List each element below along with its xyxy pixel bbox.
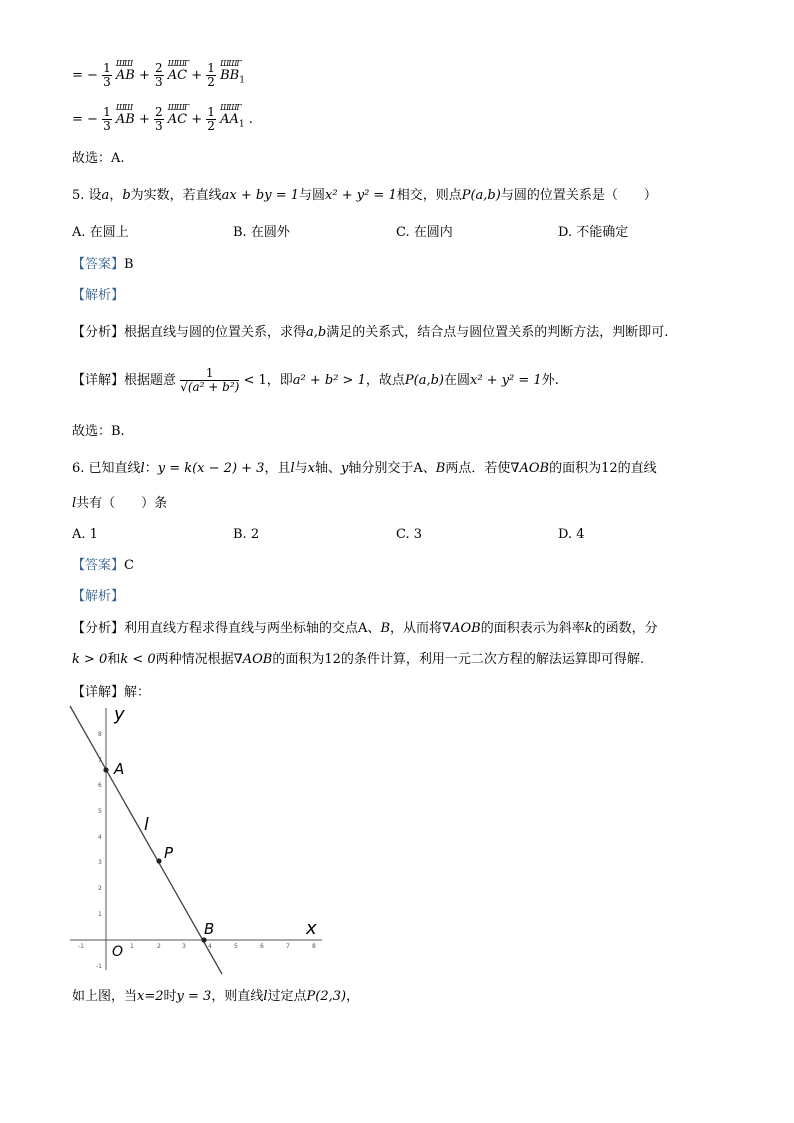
y-tick: 7 [98,757,102,764]
q5-option-a: A. 在圆上 [72,225,129,240]
point-a-label: A [114,760,125,778]
q5-answer: 【答案】B [72,257,134,272]
point-a [103,767,108,772]
line-l-label: l [144,815,149,835]
q6-stem-2: l共有（ ）条 [72,496,168,511]
origin-label: O [112,944,124,960]
fraction: $\frac{1}{2}$ [207,61,215,89]
y-tick: 3 [98,859,102,866]
fraction: $\frac{2}{3}$ [154,61,163,89]
x-tick: 4 [208,943,212,950]
line-l [70,706,222,974]
q5-option-b: B. 在圆外 [233,225,290,240]
x-tick: 7 [286,943,290,950]
q6-option-b: B. 2 [233,527,260,542]
fraction: $\frac{1}{3}$ [103,105,111,133]
vector-expression-2: = − $\frac{1}{3}$ ШШ AB + $\frac{2}{3}$ ШШГ AC + $\frac{1}{2}$ ШШГ $AA_1$ . [72,103,253,133]
q6-option-a: A. 1 [72,527,98,542]
point-p [156,858,161,863]
x-tick: -1 [78,943,84,950]
x-axis-label: x [306,918,317,939]
coordinate-graph [60,702,340,982]
x-tick: 5 [234,943,238,950]
y-tick: -1 [96,963,102,970]
y-tick: 5 [98,808,102,815]
q5-choose: 故选：B. [72,424,125,439]
q6-option-d: D. 4 [558,527,585,542]
choose-a: 故选：A. [72,151,125,166]
vector-expression-1: = − $\frac{1}{3}$ ШШ AB + $\frac{2}{3}$ ШШГ AC + $\frac{1}{2}$ ШШГ $BB_1$ [72,59,245,89]
q5-stem: 5. 设a，b为实数，若直线ax + by = 1与圆x² + y² = 1相交，则点P(a,b)与圆的位置关系是（ ） [72,188,657,203]
y-tick: 8 [98,731,102,738]
x-tick: 2 [157,943,161,950]
q5-analysis-tag: 【解析】 [72,288,125,303]
q6-bottom-line: 如上图，当x=2时y = 3，则直线l过定点P(2,3)， [72,989,360,1004]
q5-option-c: C. 在圆内 [396,225,453,240]
x-tick: 6 [260,943,264,950]
point-p-label: P [164,844,174,862]
q6-option-c: C. 3 [396,527,423,542]
y-axis-label: y [114,704,125,725]
point-b [201,937,206,942]
y-ticks [96,731,102,970]
fraction: $\frac{1}{3}$ [103,61,111,89]
q6-fenxi-1: 【分析】利用直线方程求得直线与两坐标轴的交点A、B，从而将∇AOB的面积表示为斜率k的函数，分 [72,621,658,636]
q5-xiangjie: 【详解】根据题意 $\frac{1}{\text{√(a² + b²)}}$ < 1，即a² + b² > 1，故点P(a,b)在圆x² + y² = 1外. [72,366,559,394]
x-tick: 1 [130,943,134,950]
fraction: $\frac{2}{3}$ [154,105,163,133]
y-tick: 6 [98,782,102,789]
q6-xiangjie: 【详解】解： [72,685,151,700]
y-tick: 4 [98,834,102,841]
q6-stem-1: 6. 已知直线l：y = k(x − 2) + 3，且l与x轴、y轴分别交于A、B两点．若使∇AOB的面积为12的直线 [72,461,657,476]
y-tick: 2 [98,885,102,892]
q6-fenxi-2: k > 0和k < 0两种情况根据∇AOB的面积为12的条件计算，利用一元二次方程的解法运算即可得解. [72,652,645,667]
y-tick: 1 [98,911,102,918]
x-tick: 3 [182,943,186,950]
x-tick: 8 [312,943,316,950]
q5-fenxi: 【分析】根据直线与圆的位置关系，求得a,b满足的关系式，结合点与圆位置关系的判断方法，判断即可. [72,325,669,340]
point-b-label: B [204,920,215,938]
q6-analysis-tag: 【解析】 [72,589,125,604]
fraction: $\frac{1}{\text{√(a² + b²)}}$ [180,366,240,394]
fraction: $\frac{1}{2}$ [207,105,215,133]
q6-answer: 【答案】C [72,558,134,573]
q5-option-d: D. 不能确定 [558,225,629,240]
